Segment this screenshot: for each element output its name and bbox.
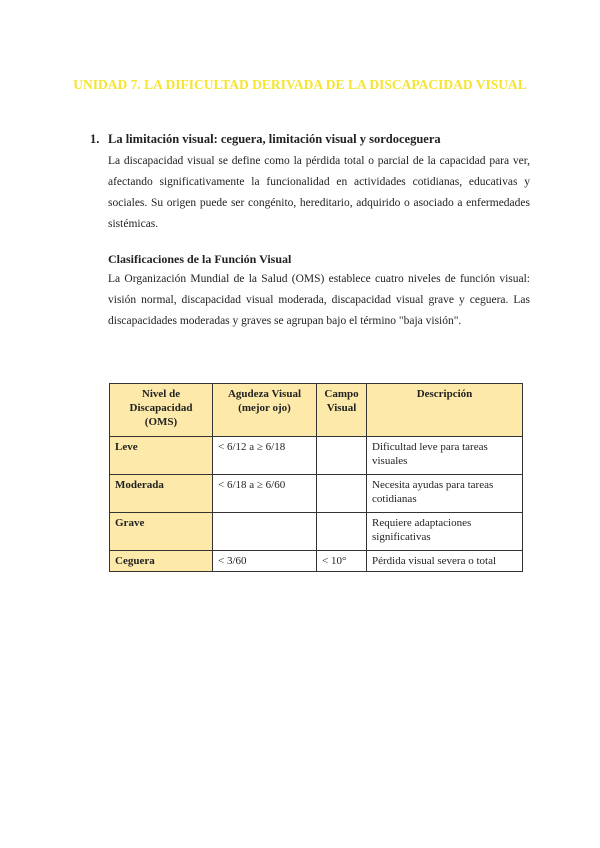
classification-table [109, 383, 523, 572]
section-heading-text: La limitación visual: ceguera, limitación visual y sordoceguera [108, 132, 441, 146]
table-cell: < 6/18 a ≥ 6/60 [213, 475, 317, 513]
table-header: Nivel de Discapacidad (OMS) [110, 384, 213, 437]
table-row [110, 475, 523, 513]
section-1 [90, 132, 530, 332]
table-cell [317, 475, 367, 513]
table-header: Campo Visual [317, 384, 367, 437]
table-header: Descripción [367, 384, 523, 437]
table-cell [317, 513, 367, 551]
table-cell-level: Ceguera [110, 551, 213, 572]
table-row [110, 437, 523, 475]
table-cell: Necesita ayudas para tareas cotidianas [367, 475, 523, 513]
table-cell: < 3/60 [213, 551, 317, 572]
page-title: UNIDAD 7. LA DIFICULTAD DERIVADA DE LA DISCAPACIDAD VISUAL [73, 77, 527, 92]
table-cell [213, 513, 317, 551]
table-row [110, 551, 523, 572]
table-cell [317, 437, 367, 475]
section-number: 1. [90, 132, 100, 146]
table-cell-level: Grave [110, 513, 213, 551]
table-cell: < 10° [317, 551, 367, 572]
table-cell: Pérdida visual severa o total [367, 551, 523, 572]
table-cell: Requiere adaptaciones significativas [367, 513, 523, 551]
table-header-row [110, 384, 523, 437]
table-row [110, 513, 523, 551]
section-paragraph-2: La Organización Mundial de la Salud (OMS) establece cuatro niveles de función visual: visión normal, discapacidad visual moderada, discapacidad visual grave y ceguera. Las discapacidades moderadas y graves se agrupan bajo el término "baja visión". [108, 273, 530, 327]
table-cell-level: Moderada [110, 475, 213, 513]
table-cell-level: Leve [110, 437, 213, 475]
table-cell: Dificultad leve para tareas visuales [367, 437, 523, 475]
section-paragraph: La discapacidad visual se define como la pérdida total o parcial de la capacidad para ver, afectando significativamente la funcionalidad en actividades cotidianas, educativas y sociales. Su origen puede ser congénito, hereditario, adquirido o asociado a enfermedades sistémicas. [108, 155, 530, 230]
subheading: Clasificaciones de la Función Visual [108, 252, 292, 266]
table-cell: < 6/12 a ≥ 6/18 [213, 437, 317, 475]
section-heading [90, 132, 530, 147]
table-header: Agudeza Visual (mejor ojo) [213, 384, 317, 437]
